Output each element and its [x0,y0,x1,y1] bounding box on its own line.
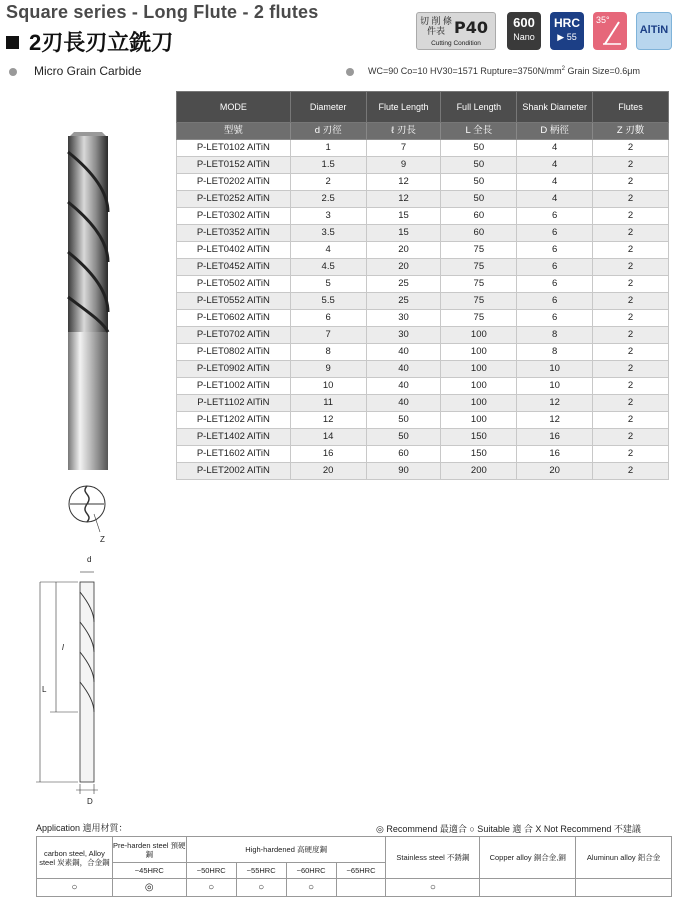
table-cell: 40 [366,378,441,395]
table-cell: 50 [441,174,517,191]
table-cell: P-LET0252 AlTiN [177,191,291,208]
table-cell: 40 [366,361,441,378]
col-header: ℓ 刃長 [366,123,441,140]
table-cell: 6 [517,293,593,310]
table-cell: 12 [290,412,366,429]
app-col-stainless: Stainless steel 不銹鋼 [386,837,480,879]
label-D: D [87,797,93,806]
col-header: Z 刃數 [593,123,669,140]
app-col-copper: Copper alloy 銅合金,銅 [480,837,576,879]
table-cell: 1.5 [290,157,366,174]
table-cell: 60 [441,208,517,225]
table-cell: 4 [290,242,366,259]
table-cell: 2 [593,259,669,276]
table-cell: 2 [593,174,669,191]
table-cell: 75 [441,293,517,310]
label-l: l [62,643,64,652]
properties-tail: Grain Size=0.6μm [564,66,640,76]
table-row [177,310,669,327]
table-cell: 6 [517,259,593,276]
table-cell: 75 [441,259,517,276]
table-cell: 6 [517,208,593,225]
rating-cell: ○ [286,879,336,897]
table-cell: 2 [593,463,669,480]
table-cell: 2 [593,276,669,293]
table-cell: 4 [517,140,593,157]
table-cell: P-LET0352 AlTiN [177,225,291,242]
properties-sup: 2 [561,66,565,72]
table-cell: 2 [593,327,669,344]
table-cell: P-LET0202 AlTiN [177,174,291,191]
table-cell: 12 [517,395,593,412]
table-cell: 2 [593,208,669,225]
bullet-icon [346,68,354,76]
table-cell: 2 [593,344,669,361]
table-row [177,191,669,208]
table-cell: P-LET0902 AlTiN [177,361,291,378]
col-header: Flutes [593,92,669,123]
table-cell: 60 [441,225,517,242]
col-header: MODE [177,92,291,123]
page-subtitle [6,26,173,57]
table-cell: 2 [593,412,669,429]
table-cell: P-LET0302 AlTiN [177,208,291,225]
table-cell: 6 [517,310,593,327]
table-cell: 40 [366,344,441,361]
table-cell: 2 [593,140,669,157]
table-cell: 2 [593,361,669,378]
col-header: 型號 [177,123,291,140]
table-cell: 10 [290,378,366,395]
table-cell: 12 [366,191,441,208]
table-cell: 200 [441,463,517,480]
application-legend: ◎ Recommend 最適合 ○ Suitable 適 合 X Not Recommend 不建議 [376,824,641,834]
table-cell: 6 [517,225,593,242]
table-cell: 100 [441,395,517,412]
table-cell: 1 [290,140,366,157]
table-cell: 10 [517,361,593,378]
subtitle-text: 2刃長刃立銑刀 [29,30,174,55]
header-row-en [177,92,669,123]
table-cell: 16 [290,446,366,463]
table-cell: 30 [366,327,441,344]
table-cell: P-LET0452 AlTiN [177,259,291,276]
table-cell: 20 [366,259,441,276]
col-header: Flute Length [366,92,441,123]
app-sub-50: ~50HRC [186,863,236,879]
table-cell: 5.5 [290,293,366,310]
table-row [177,446,669,463]
table-cell: 3 [290,208,366,225]
table-cell: 2 [593,429,669,446]
col-header: D 柄徑 [517,123,593,140]
rating-cell: ○ [236,879,286,897]
table-cell: P-LET0702 AlTiN [177,327,291,344]
table-cell: P-LET0102 AlTiN [177,140,291,157]
label-z: Z [100,535,105,544]
table-cell: 8 [517,327,593,344]
table-row [177,327,669,344]
table-row [177,208,669,225]
table-row [177,140,669,157]
table-row [177,395,669,412]
table-cell: 6 [517,242,593,259]
table-cell: 20 [366,242,441,259]
cutting-condition-code: P40 [454,18,488,37]
app-rating-row [37,879,672,897]
table-cell: 150 [441,429,517,446]
table-cell: 100 [441,378,517,395]
table-cell: 150 [441,446,517,463]
table-row [177,259,669,276]
table-cell: 16 [517,429,593,446]
table-cell: 3.5 [290,225,366,242]
table-cell: 2 [290,174,366,191]
table-cell: 30 [366,310,441,327]
table-cell: 8 [290,344,366,361]
table-cell: 2 [593,378,669,395]
page-title: Square series - Long Flute - 2 flutes [6,2,319,22]
table-cell: P-LET0502 AlTiN [177,276,291,293]
table-cell: 11 [290,395,366,412]
side-view-icon [80,582,94,782]
table-cell: 2 [593,157,669,174]
table-row [177,463,669,480]
application-table [36,836,672,897]
col-header: L 全長 [441,123,517,140]
table-cell: 8 [517,344,593,361]
coating-label: AlTiN [639,24,669,36]
table-cell: 10 [517,378,593,395]
table-cell: 75 [441,276,517,293]
col-header: Shank Diameter [517,92,593,123]
table-cell: P-LET0402 AlTiN [177,242,291,259]
table-cell: P-LET0802 AlTiN [177,344,291,361]
technical-drawing [30,482,140,812]
table-cell: 75 [441,310,517,327]
table-row [177,429,669,446]
table-cell: 50 [441,157,517,174]
table-cell: 100 [441,344,517,361]
app-col-preharden: Pre-harden steel 預硬鋼 [112,837,186,863]
table-cell: 2 [593,191,669,208]
table-cell: 2 [593,225,669,242]
table-cell: 15 [366,208,441,225]
app-sub-60: ~60HRC [286,863,336,879]
table-cell: 100 [441,361,517,378]
table-row [177,361,669,378]
hrc-value: ▶ 55 [557,32,577,42]
rating-cell [576,879,672,897]
table-cell: 50 [366,429,441,446]
table-row [177,378,669,395]
hrc-badge [550,12,584,50]
table-cell: 2 [593,293,669,310]
properties-text: WC=90 Co=10 HV30=1571 Rupture=3750N/mm [368,66,562,76]
table-cell: 50 [366,412,441,429]
end-view-icon [69,486,105,532]
helix-angle-icon [601,20,623,46]
helix-angle-value: 35° [596,15,610,25]
table-cell: 5 [290,276,366,293]
table-cell: 12 [517,412,593,429]
hardness-badge [507,12,541,50]
table-cell: 50 [441,140,517,157]
cutting-condition-en: Cutting Condition [431,40,481,47]
cutting-condition-badge[interactable] [416,12,496,50]
table-cell: 25 [366,276,441,293]
table-cell: 12 [366,174,441,191]
table-row [177,276,669,293]
rating-cell: ○ [37,879,113,897]
rating-cell [480,879,576,897]
table-cell: 7 [290,327,366,344]
hardness-value: 600 [513,15,535,30]
table-row [177,174,669,191]
app-header-row [37,837,672,863]
table-cell: P-LET1602 AlTiN [177,446,291,463]
table-cell: 2 [593,446,669,463]
table-row [177,157,669,174]
table-cell: 9 [290,361,366,378]
table-cell: 2 [593,242,669,259]
rating-cell [336,879,386,897]
col-header: Full Length [441,92,517,123]
app-col-highhard: High-hardened 高硬度鋼 [186,837,386,863]
table-cell: 40 [366,395,441,412]
table-cell: 4 [517,174,593,191]
table-row [177,293,669,310]
table-cell: 100 [441,412,517,429]
table-cell: 4 [517,157,593,174]
table-cell: 15 [366,225,441,242]
helix-angle-badge [593,12,627,50]
table-cell: 2 [593,395,669,412]
table-cell: 6 [290,310,366,327]
table-cell: P-LET1402 AlTiN [177,429,291,446]
table-cell: P-LET0552 AlTiN [177,293,291,310]
table-cell: 25 [366,293,441,310]
table-cell: 4 [517,191,593,208]
table-cell: P-LET1102 AlTiN [177,395,291,412]
table-cell: 60 [366,446,441,463]
col-header: Diameter [290,92,366,123]
table-cell: P-LET2002 AlTiN [177,463,291,480]
table-cell: 2.5 [290,191,366,208]
table-row [177,344,669,361]
rating-cell: ○ [386,879,480,897]
app-col-alu: Aluminun alloy 鋁合金 [576,837,672,879]
table-cell: 7 [366,140,441,157]
table-cell: 2 [593,310,669,327]
table-cell: P-LET0602 AlTiN [177,310,291,327]
end-mill-image [58,132,118,472]
label-L: L [42,685,47,694]
spec-table [176,91,669,480]
application-label: Application 適用材質： [36,823,128,833]
table-cell: 75 [441,242,517,259]
table-row [177,225,669,242]
rating-cell: ○ [186,879,236,897]
coating-badge [636,12,672,50]
rating-cell: ◎ [112,879,186,897]
hrc-label: HRC [554,16,580,30]
table-row [177,242,669,259]
bullet-icon [9,68,17,76]
cutting-condition-cn: 切 削 條件表 [420,16,453,36]
table-cell: 14 [290,429,366,446]
table-cell: 16 [517,446,593,463]
table-cell: 50 [441,191,517,208]
app-sub-45: ~45HRC [112,863,186,879]
label-d: d [87,555,92,564]
app-sub-55: ~55HRC [236,863,286,879]
hardness-label: Nano [513,32,535,42]
table-cell: 100 [441,327,517,344]
square-bullet-icon [6,36,19,49]
app-col-carbon: carbon steel, Alloy steel 炭素鋼，合金鋼 [37,837,113,879]
material-properties [368,66,640,76]
app-sub-65: ~65HRC [336,863,386,879]
col-header: d 刃徑 [290,123,366,140]
table-cell: 90 [366,463,441,480]
material-text: Micro Grain Carbide [34,64,142,78]
table-cell: 9 [366,157,441,174]
table-cell: P-LET1202 AlTiN [177,412,291,429]
table-row [177,412,669,429]
table-cell: 4.5 [290,259,366,276]
header-row-cn [177,123,669,140]
table-cell: 20 [290,463,366,480]
table-cell: P-LET0152 AlTiN [177,157,291,174]
table-cell: 20 [517,463,593,480]
table-cell: P-LET1002 AlTiN [177,378,291,395]
table-cell: 6 [517,276,593,293]
